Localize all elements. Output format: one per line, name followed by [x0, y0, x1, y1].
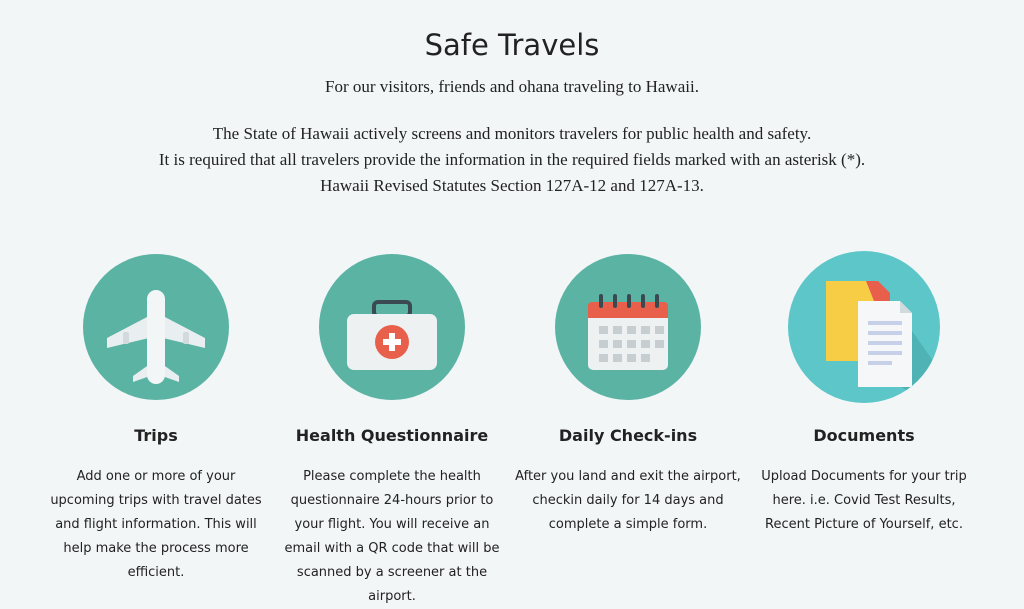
card-title: Trips	[134, 426, 178, 445]
card-title: Health Questionnaire	[295, 426, 489, 445]
page-subtitle: For our visitors, friends and ohana traveling to Hawaii.	[325, 77, 699, 96]
card-trips[interactable]	[38, 254, 274, 585]
documents-icon[interactable]	[788, 251, 940, 403]
airplane-icon[interactable]	[83, 254, 229, 400]
calendar-icon[interactable]	[555, 254, 701, 400]
card-daily-check-ins[interactable]	[510, 254, 746, 537]
card-description: Add one or more of your upcoming trips with travel dates and flight information. This will help make the process more efficient.	[50, 469, 262, 580]
description-line: It is required that all travelers provide the information in the required fields marked with an asterisk (*).	[158, 150, 866, 169]
card-description: Please complete the health questionnaire 24-hours prior to your flight. You will receive an email with a QR code that will be scanned by a screener at the airport.	[284, 469, 500, 604]
card-title: Daily Check-ins	[558, 426, 698, 445]
first-aid-kit-icon[interactable]	[319, 254, 465, 400]
card-title: Documents	[813, 426, 915, 445]
card-description: After you land and exit the airport, checkin daily for 14 days and complete a simple form.	[515, 469, 741, 532]
card-description: Upload Documents for your trip here. i.e. Covid Test Results, Recent Picture of Yourself, etc.	[761, 469, 967, 532]
card-health-questionnaire[interactable]	[274, 254, 510, 609]
page-description	[0, 121, 1024, 199]
description-line: The State of Hawaii actively screens and monitors travelers for public health and safety.	[212, 124, 812, 143]
page-title: Safe Travels	[424, 28, 600, 62]
description-line: Hawaii Revised Statutes Section 127A-12 and 127A-13.	[320, 176, 704, 195]
card-documents[interactable]	[746, 254, 982, 537]
